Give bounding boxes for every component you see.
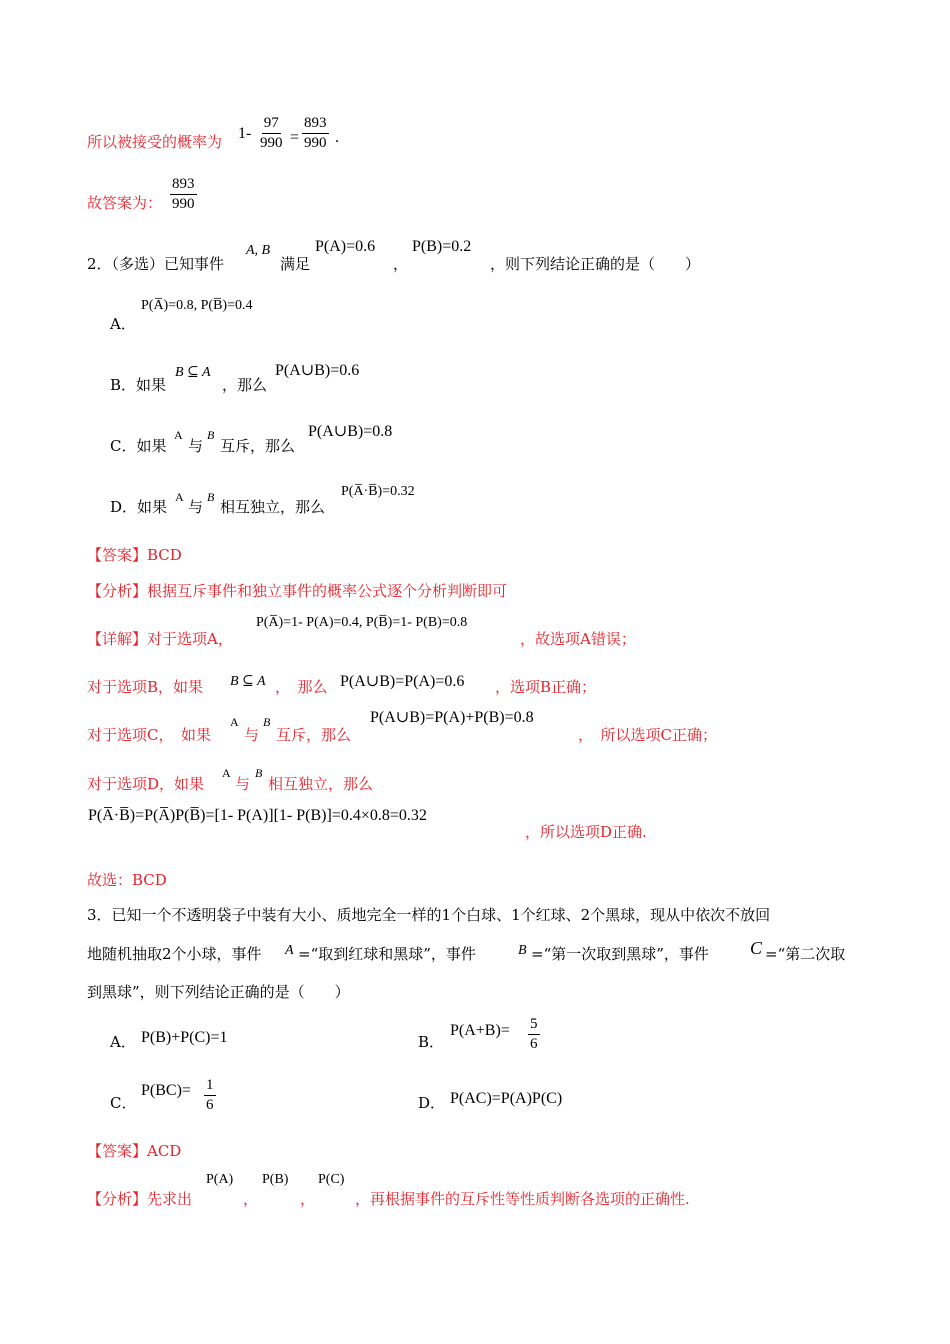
q2-option-c-math: P(A∪B)=0.8 (308, 423, 393, 440)
q2-option-d-detail-b-var: B (255, 766, 263, 780)
q3-line2-event-b: B (518, 943, 527, 958)
prev-line2-text: 故答案为： (87, 194, 163, 212)
q3-option-a-math: P(B)+P(C)=1 (141, 1029, 228, 1046)
q3-line1: 3．已知一个不透明袋子中装有大小、质地完全一样的1个白球、1个红球、2个黑球，现从中依次不放回 (87, 906, 771, 924)
q2-option-b-detail-b: ， 那么 (275, 678, 328, 696)
q3-option-c-fraction: $\frac{1}{6}$ (206, 1077, 214, 1113)
q2-option-d-detail-b: 相互独立，那么 (268, 775, 374, 793)
q2-option-c-mid: 互斥，那么 (220, 437, 296, 455)
q2-answer: 【答案】BCD (87, 546, 182, 564)
q2-option-d-detail-a: 对于选项D，如果 (87, 775, 205, 793)
q3-line2-event-a: A (285, 943, 294, 958)
prev-line2-fraction: $\frac{893}{990}$ (172, 176, 195, 212)
q3-option-a-label: A． (110, 1033, 136, 1051)
q3-option-b-fraction: $\frac{5}{6}$ (530, 1016, 538, 1052)
q3-line2-d: =“第二次取 (765, 945, 846, 963)
q2-option-c-detail-math: P(A∪B)=P(A)+P(B)=0.8 (370, 709, 534, 726)
q2-option-c-detail-with: 与 (244, 726, 260, 744)
q2-stem-a: 2．（多选）已知事件 (87, 255, 225, 273)
q2-option-c-detail-a-var: A (230, 715, 239, 729)
q2-stem-pb: P(B)=0.2 (412, 238, 472, 255)
q2-option-c-a: A (174, 428, 183, 442)
q2-option-d-label: D．如果 (110, 498, 168, 516)
q2-final: 故选：BCD (87, 871, 167, 889)
prev-line1-period: . (335, 129, 339, 146)
q3-option-d-math: P(AC)=P(A)P(C) (450, 1090, 563, 1107)
q2-option-b-mid: ，那么 (222, 376, 268, 394)
q2-option-b-cond: B ⊆ A (175, 365, 211, 380)
q2-option-d-mid: 相互独立，那么 (220, 498, 326, 516)
q3-line2-b: =“取到红球和黑球”，事件 (298, 945, 476, 963)
q3-analysis-b: ，再根据事件的互斥性等性质判断各选项的正确性. (355, 1190, 690, 1208)
q3-analysis-pa: P(A) (206, 1172, 234, 1187)
prev-line1-fraction-2: $\frac{893}{990}$ (304, 115, 327, 151)
q3-option-b-math: P(A+B)= (450, 1022, 510, 1039)
q2-option-d-detail-with: 与 (235, 775, 251, 793)
q3-option-c-math: P(BC)= (141, 1082, 191, 1099)
q2-option-d-a: A (175, 490, 184, 504)
q2-option-a-label: A． (110, 315, 136, 333)
q3-analysis-pc: P(C) (318, 1172, 345, 1187)
q2-option-c-detail-c: ， 所以选项C正确； (578, 726, 717, 744)
q2-detail-label: 【详解】对于选项A， (87, 630, 233, 648)
q2-option-b-detail-math: P(A∪B)=P(A)=0.6 (340, 673, 465, 690)
q2-option-a-math: P(A̅)=0.8, P(B̅)=0.4 (141, 298, 253, 313)
q2-option-c-detail-b-var: B (263, 715, 271, 729)
q2-analysis: 【分析】根据互斥事件和独立事件的概率公式逐个分析判断即可 (87, 582, 508, 600)
q2-option-d-detail-c: ，所以选项D正确. (525, 823, 647, 841)
q2-option-d-b: B (207, 490, 215, 504)
q2-option-c-label: C．如果 (110, 437, 167, 455)
q3-line2-event-c: C (750, 938, 763, 958)
q2-detail-end: ，故选项A错误； (520, 630, 636, 648)
q2-option-c-with: 与 (188, 437, 204, 455)
q3-line2-a: 地随机抽取2个小球，事件 (87, 945, 262, 963)
prev-line1-text: 所以被接受的概率为 (87, 133, 223, 151)
q2-stem-pa: P(A)=0.6 (315, 238, 376, 255)
q2-option-b-detail-c: ，选项B正确； (495, 678, 597, 696)
q2-option-b-label: B．如果 (110, 376, 167, 394)
prev-line1-fraction-1: $\frac{97}{990}$ (260, 115, 283, 151)
prev-line1-equals: = (290, 129, 300, 146)
q2-option-c-b: B (207, 428, 215, 442)
q2-option-d-detail-a-var: A (222, 766, 231, 780)
q2-option-b-detail-a: 对于选项B，如果 (87, 678, 204, 696)
q2-stem-c: ，则下列结论正确的是（ ） (490, 255, 701, 273)
q3-analysis-comma-1: ， (243, 1190, 259, 1208)
q3-line3: 到黑球”，则下列结论正确的是（ ） (87, 983, 350, 1001)
q2-stem-comma: ， (393, 255, 409, 273)
q3-answer: 【答案】ACD (87, 1142, 182, 1160)
q2-option-c-detail-a: 对于选项C， 如果 (87, 726, 211, 744)
q2-option-c-detail-b: 互斥，那么 (276, 726, 352, 744)
q2-stem-b: 满足 (280, 255, 311, 273)
q2-option-d-detail-math: P(A̅·B̅)=P(A̅)P(B̅)=[1- P(A)][1- P(B)]=0.4×0.8=0.32 (88, 807, 427, 824)
q2-option-d-math: P(A̅·B̅)=0.32 (341, 484, 415, 499)
q2-detail-math: P(A̅)=1- P(A)=0.4, P(B̅)=1- P(B)=0.8 (256, 615, 468, 630)
prev-line1-one-minus: 1- (238, 125, 252, 142)
q2-option-b-detail-cond: B ⊆ A (230, 674, 266, 689)
q2-stem-events: A, B (246, 243, 271, 258)
q2-option-b-math: P(A∪B)=0.6 (275, 362, 360, 379)
q3-option-c-label: C． (110, 1094, 137, 1112)
q2-option-d-with: 与 (188, 498, 204, 516)
q3-line2-c: =“第一次取到黑球”，事件 (531, 945, 709, 963)
q3-analysis-a: 【分析】先求出 (87, 1190, 193, 1208)
q3-analysis-comma-2: ， (300, 1190, 316, 1208)
q3-option-b-label: B． (418, 1033, 445, 1051)
q3-analysis-pb: P(B) (262, 1172, 289, 1187)
q3-option-d-label: D． (418, 1094, 446, 1112)
